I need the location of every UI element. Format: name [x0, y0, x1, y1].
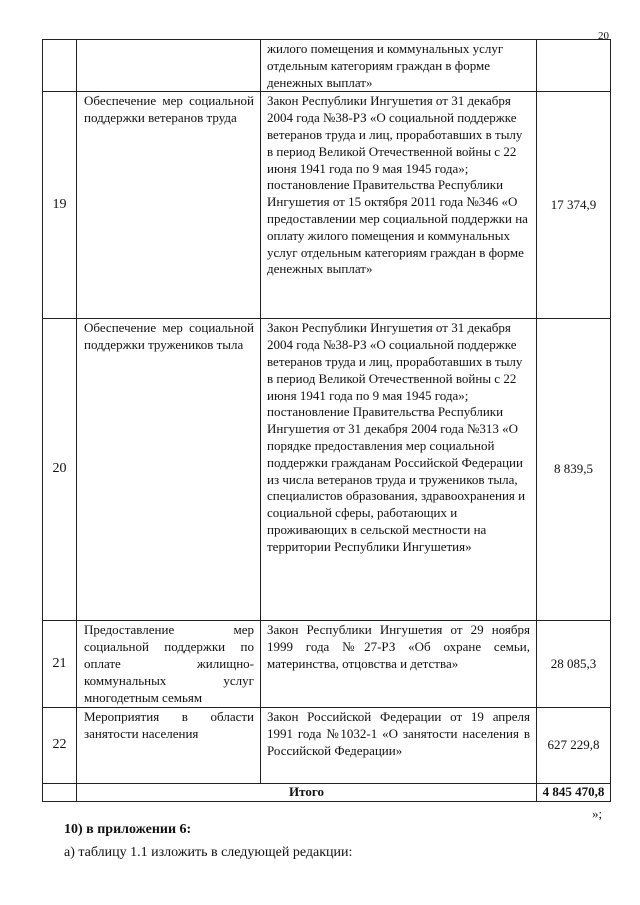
amount-cell: 627 229,8 [537, 708, 611, 784]
section-heading: 10) в приложении 6: [64, 822, 192, 837]
table-row [43, 319, 611, 621]
legal-basis-cell: Закон Республики Ингушетия от 31 декабря 2004 года №38-РЗ «О социальной поддержке ветеранов труда и лиц, проработавших в тылу в период Великой Отечественной войны с 22 июня 1941 года по 9 мая 1945 года»; постановление Правительства Республики Ингушетия от 15 октября 2011 года №346 «О предоставлении мер социальной поддержки на оплату жилого помещения и коммунальных услуг отдельным категориям граждан в форме денежных выплат» [261, 92, 537, 319]
table-row [43, 708, 611, 784]
table-row [43, 92, 611, 319]
measure-name-cell: Мероприятия в области занятости населения [77, 708, 261, 784]
amount-cell: 28 085,3 [537, 621, 611, 708]
table-row [43, 621, 611, 708]
measure-name-cell: Обеспечение мер социальной поддержки ветеранов труда [77, 92, 261, 319]
total-label: Итого [77, 784, 537, 802]
measure-name-cell: Обеспечение мер социальной поддержки тружеников тыла [77, 319, 261, 621]
row-number-cell: 20 [43, 319, 77, 621]
total-empty-cell [43, 784, 77, 802]
legal-basis-cell: жилого помещения и коммунальных услуг отдельным категориям граждан в форме денежных выплат» [261, 40, 537, 92]
table-total-row [43, 784, 611, 802]
row-number-cell: 19 [43, 92, 77, 319]
row-number-cell: 22 [43, 708, 77, 784]
measure-name-cell [77, 40, 261, 92]
table-row-continued [43, 40, 611, 92]
amount-cell: 17 374,9 [537, 92, 611, 319]
row-number-cell: 21 [43, 621, 77, 708]
amount-cell [537, 40, 611, 92]
total-amount: 4 845 470,8 [537, 784, 611, 802]
instruction-text: а) таблицу 1.1 изложить в следующей редакции: [64, 845, 353, 860]
page-number: 20 [598, 30, 609, 42]
measure-name-cell: Предоставление мер социальной поддержки по оплате жилищно-коммунальных услуг многодетным семьям [77, 621, 261, 708]
amount-cell: 8 839,5 [537, 319, 611, 621]
legal-basis-cell: Закон Республики Ингушетия от 29 ноября 1999 года №27-РЗ «Об охране семьи, материнства, отцовства и детства» [261, 621, 537, 708]
closing-quote: »; [592, 806, 603, 821]
legal-basis-cell: Закон Республики Ингушетия от 31 декабря 2004 года №38-РЗ «О социальной поддержке ветеранов труда и лиц, проработавших в тылу в период Великой Отечественной войны с 22 июня 1941 года по 9 мая 1945 года»; постановление Правительства Республики Ингушетия от 31 декабря 2004 года №313 «О порядке предоставления мер социальной поддержки гражданам Российской Федерации из числа ветеранов труда и тружеников тыла, специалистов образования, здравоохранения и социальной сферы, работающих и проживающих в сельской местности на территории Республики Ингушетия» [261, 319, 537, 621]
row-number-cell [43, 40, 77, 92]
budget-table [42, 39, 611, 802]
legal-basis-cell: Закон Российской Федерации от 19 апреля 1991 года №1032-1 «О занятости населения в Российской Федерации» [261, 708, 537, 784]
